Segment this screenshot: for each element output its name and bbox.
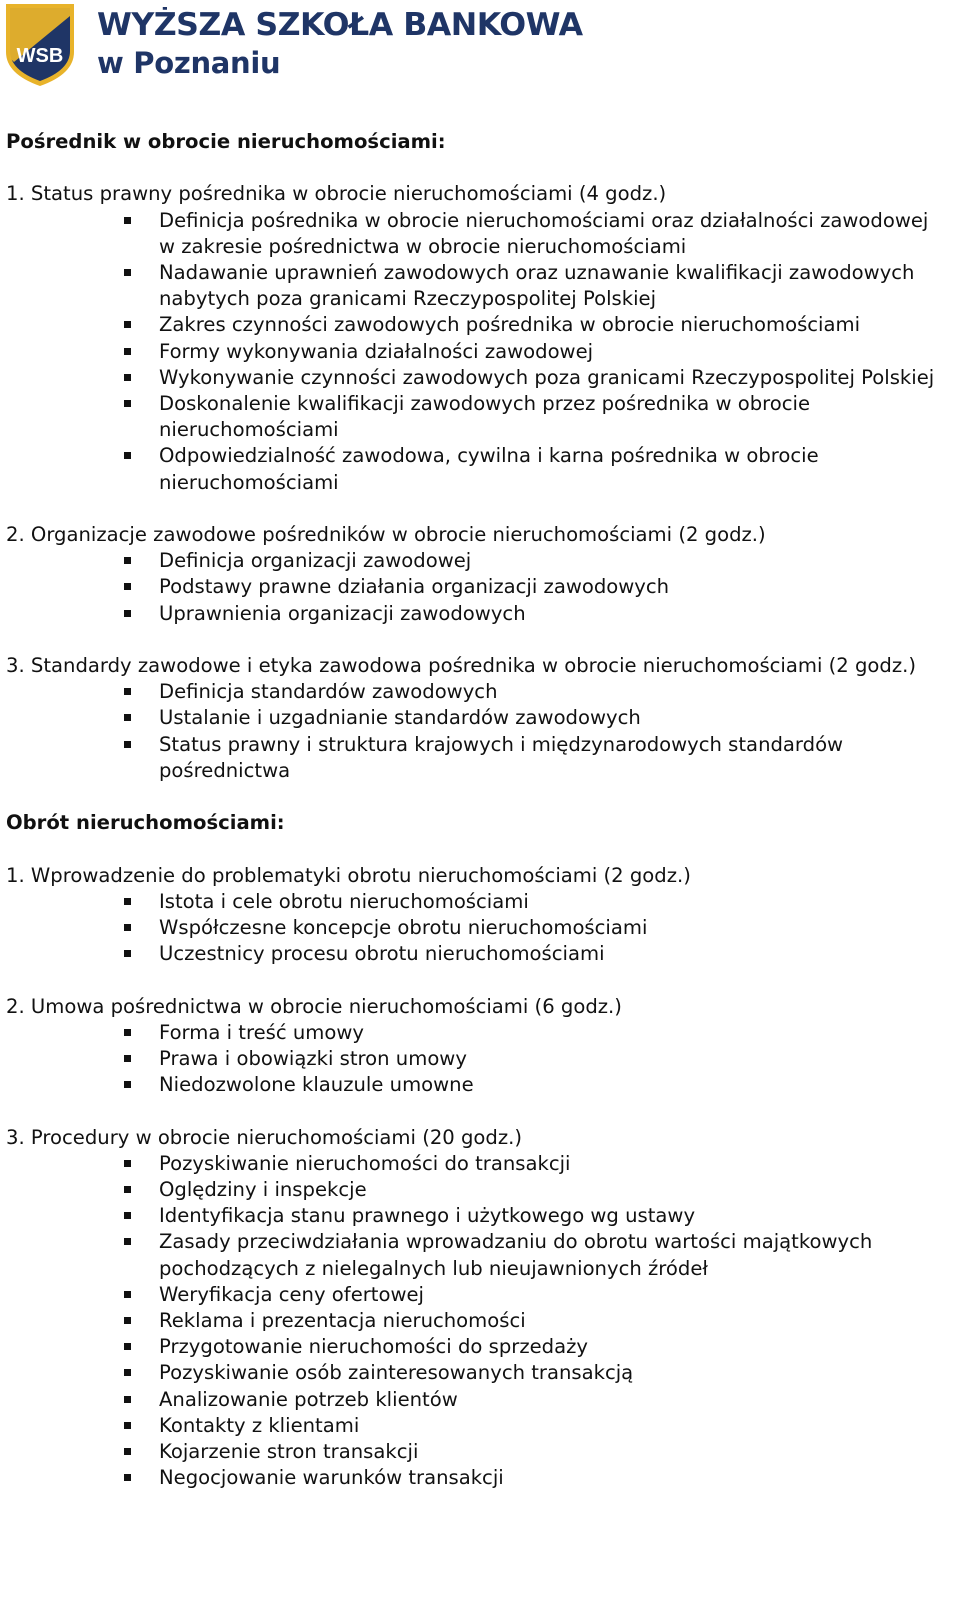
spacer: [6, 784, 956, 810]
square-bullet-icon: [124, 321, 131, 328]
square-bullet-icon: [124, 1343, 131, 1350]
square-bullet-icon: [124, 610, 131, 617]
square-bullet-icon: [124, 1186, 131, 1193]
list-item: [6, 1046, 956, 1072]
list-item-text: Zakres czynności zawodowych pośrednika w obrocie nieruchomościami: [159, 313, 861, 337]
square-bullet-icon: [124, 348, 131, 355]
square-bullet-icon: [124, 374, 131, 381]
list-item-text: Kontakty z klientami: [159, 1413, 360, 1437]
square-bullet-icon: [124, 688, 131, 695]
list-item-text: Reklama i prezentacja nieruchomości: [159, 1309, 526, 1333]
header: [4, 2, 704, 90]
square-bullet-icon: [124, 950, 131, 957]
list-item-text: Kojarzenie stron transakcji: [159, 1440, 419, 1464]
square-bullet-icon: [124, 1160, 131, 1167]
list-item: [6, 1151, 956, 1177]
square-bullet-icon: [124, 1291, 131, 1298]
list-item: [6, 312, 956, 338]
list-item: [6, 391, 956, 443]
list-item-text: Uczestnicy procesu obrotu nieruchomościami: [159, 942, 605, 966]
list-item-text: Niedozwolone klauzule umowne: [159, 1073, 474, 1097]
list-item: [6, 705, 956, 731]
bullet-list: [6, 208, 956, 496]
square-bullet-icon: [124, 1029, 131, 1036]
spacer: [6, 967, 956, 993]
square-bullet-icon: [124, 1448, 131, 1455]
list-item-text: Identyfikacja stanu prawnego i użytkowego wg ustawy: [159, 1204, 696, 1228]
list-item: [6, 1334, 956, 1360]
topic-heading: 1. Wprowadzenie do problematyki obrotu nieruchomościami (2 godz.): [6, 863, 691, 887]
list-item: [6, 1413, 956, 1439]
bullet-list: [6, 1151, 956, 1492]
square-bullet-icon: [124, 400, 131, 407]
spacer: [6, 1491, 956, 1517]
section-title: Pośrednik w obrocie nieruchomościami:: [6, 130, 446, 153]
list-item-text: Wykonywanie czynności zawodowych poza granicami Rzeczypospolitej Polskiej: [159, 365, 935, 389]
square-bullet-icon: [124, 924, 131, 931]
list-item: [6, 574, 956, 600]
list-item: [6, 941, 956, 967]
list-item-text: Definicja organizacji zawodowej: [159, 549, 472, 573]
topic-heading: 2. Umowa pośrednictwa w obrocie nieruchomościami (6 godz.): [6, 994, 622, 1018]
list-item: [6, 1308, 956, 1334]
list-item-text: Ustalanie i uzgadnianie standardów zawodowych: [159, 706, 641, 730]
school-name: [97, 7, 583, 80]
square-bullet-icon: [124, 898, 131, 905]
square-bullet-icon: [124, 452, 131, 459]
list-item-text: Pozyskiwanie nieruchomości do transakcji: [159, 1151, 571, 1175]
square-bullet-icon: [124, 1369, 131, 1376]
square-bullet-icon: [124, 1422, 131, 1429]
spacer: [6, 836, 956, 862]
square-bullet-icon: [124, 1396, 131, 1403]
list-item-text: Zasady przeciwdziałania wprowadzaniu do obrotu wartości majątkowych pochodzących z nielegalnych lub nieujawnionych źródeł: [159, 1230, 873, 1280]
list-item: [6, 1465, 956, 1491]
list-item-text: Uprawnienia organizacji zawodowych: [159, 601, 526, 625]
list-item-text: Analizowanie potrzeb klientów: [159, 1387, 458, 1411]
bullet-list: [6, 548, 956, 627]
document-body: [6, 129, 956, 1518]
square-bullet-icon: [124, 1474, 131, 1481]
list-item-text: Definicja standardów zawodowych: [159, 680, 498, 704]
list-item: [6, 1072, 956, 1098]
spacer: [6, 496, 956, 522]
list-item-text: Podstawy prawne działania organizacji zawodowych: [159, 575, 670, 599]
list-item: [6, 601, 956, 627]
bullet-list: [6, 679, 956, 784]
list-item-text: Definicja pośrednika w obrocie nieruchomościami oraz działalności zawodowej w zakresie pośrednictwa w obrocie nieruchomościami: [159, 208, 929, 258]
spacer: [6, 627, 956, 653]
section-title: Obrót nieruchomościami:: [6, 811, 285, 835]
list-item-text: Istota i cele obrotu nieruchomościami: [159, 889, 529, 913]
list-item: [6, 548, 956, 574]
list-item-text: Weryfikacja ceny ofertowej: [159, 1282, 424, 1306]
list-item-text: Prawa i obowiązki stron umowy: [159, 1047, 467, 1071]
topic-heading: 2. Organizacje zawodowe pośredników w obrocie nieruchomościami (2 godz.): [6, 523, 766, 547]
list-item: [6, 1020, 956, 1046]
list-item: [6, 679, 956, 705]
list-item: [6, 1203, 956, 1229]
square-bullet-icon: [124, 217, 131, 224]
list-item-text: Współczesne koncepcje obrotu nieruchomościami: [159, 916, 648, 940]
list-item: [6, 1282, 956, 1308]
list-item: [6, 1360, 956, 1386]
list-item: [6, 915, 956, 941]
square-bullet-icon: [124, 1238, 131, 1245]
square-bullet-icon: [124, 1055, 131, 1062]
square-bullet-icon: [124, 583, 131, 590]
list-item: [6, 732, 956, 784]
list-item: [6, 1229, 956, 1281]
topic-heading: 3. Procedury w obrocie nieruchomościami (20 godz.): [6, 1125, 523, 1149]
list-item-text: Przygotowanie nieruchomości do sprzedaży: [159, 1335, 588, 1359]
list-item-text: Pozyskiwanie osób zainteresowanych transakcją: [159, 1361, 634, 1385]
list-item: [6, 208, 956, 260]
list-item-text: Status prawny i struktura krajowych i międzynarodowych standardów pośrednictwa: [159, 732, 844, 782]
square-bullet-icon: [124, 1081, 131, 1088]
list-item: [6, 443, 956, 495]
bullet-list: [6, 1020, 956, 1099]
topic-heading: 3. Standardy zawodowe i etyka zawodowa pośrednika w obrocie nieruchomościami (2 godz.): [6, 654, 916, 678]
square-bullet-icon: [124, 1317, 131, 1324]
list-item-text: Oględziny i inspekcje: [159, 1178, 367, 1202]
school-name-line2: w Poznaniu: [97, 46, 281, 80]
list-item: [6, 1177, 956, 1203]
list-item-text: Doskonalenie kwalifikacji zawodowych przez pośrednika w obrocie nieruchomościami: [159, 392, 811, 442]
list-item: [6, 1387, 956, 1413]
bullet-list: [6, 889, 956, 968]
list-item-text: Nadawanie uprawnień zawodowych oraz uznawanie kwalifikacji zawodowych nabytych poza granicami Rzeczypospolitej Polskiej: [159, 261, 915, 311]
square-bullet-icon: [124, 741, 131, 748]
logo-text: WSB: [16, 45, 64, 67]
list-item: [6, 365, 956, 391]
list-item: [6, 889, 956, 915]
list-item: [6, 260, 956, 312]
spacer: [6, 155, 956, 181]
list-item-text: Formy wykonywania działalności zawodowej: [159, 339, 594, 363]
school-name-line1: WYŻSZA SZKOŁA BANKOWA: [97, 7, 583, 43]
spacer: [6, 1098, 956, 1124]
topic-heading: 1. Status prawny pośrednika w obrocie nieruchomościami (4 godz.): [6, 182, 667, 206]
square-bullet-icon: [124, 557, 131, 564]
square-bullet-icon: [124, 714, 131, 721]
list-item-text: Negocjowanie warunków transakcji: [159, 1466, 504, 1490]
list-item: [6, 339, 956, 365]
square-bullet-icon: [124, 269, 131, 276]
list-item-text: Odpowiedzialność zawodowa, cywilna i karna pośrednika w obrocie nieruchomościami: [159, 444, 819, 494]
square-bullet-icon: [124, 1212, 131, 1219]
wsb-logo: [4, 2, 76, 88]
list-item: [6, 1439, 956, 1465]
list-item-text: Forma i treść umowy: [159, 1020, 364, 1044]
